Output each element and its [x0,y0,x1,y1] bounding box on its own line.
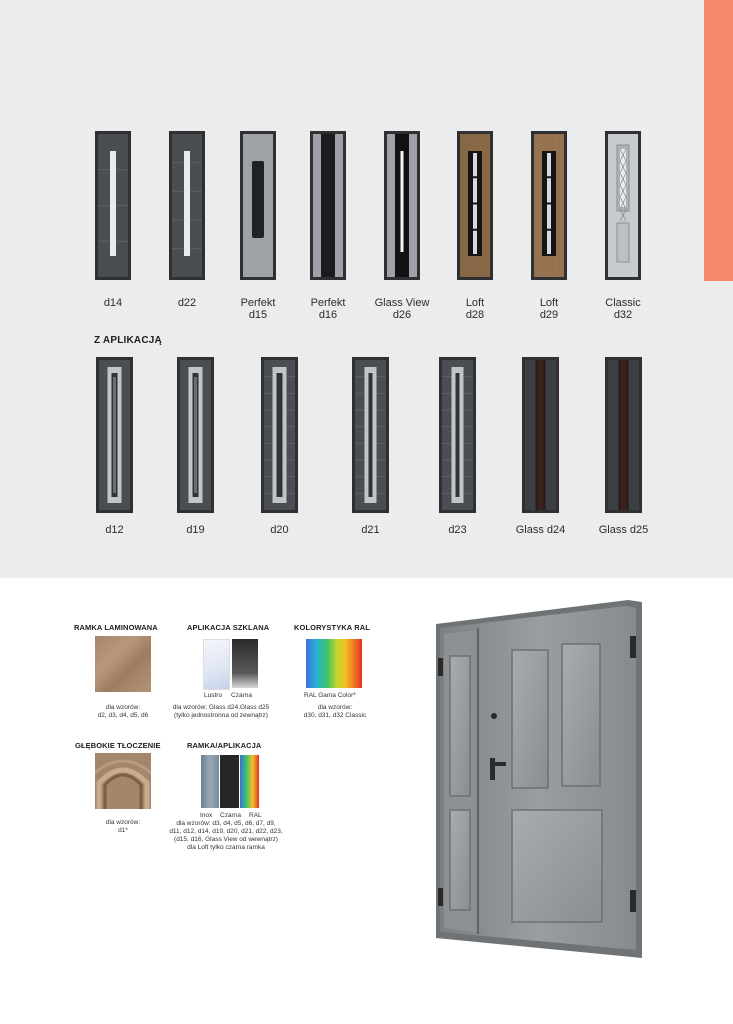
door-panel-d16 [310,131,346,280]
door-panel-d29-drawing [531,131,567,280]
swatch-black-glass [232,639,258,688]
door-caption-d23 [418,524,498,536]
caption-line-1: d20 [270,524,289,536]
door-panel-d28 [457,131,493,280]
legend-title-aplikacja-szklana: APLIKACJA SZKLANA [187,623,270,632]
section-label-z-aplikacja: Z APLIKACJĄ [94,335,162,346]
door-panel-d32 [605,131,641,280]
legend-note-ramka-laminowana [83,704,163,720]
caption-line-2: d29 [539,309,559,321]
swatch-ral-frame [240,755,259,808]
caption-line-1: d14 [103,297,123,309]
door-caption-d21 [331,524,411,536]
door-panel-d14 [95,131,131,280]
door-panel-d12-drawing [96,357,133,513]
note-line: d11, d12, d14, d19, d20, d21, d22, d23, [169,828,283,835]
label-ral-gama: RAL Gama Color* [304,692,356,699]
caption-line-1: d12 [105,524,124,536]
door-panel-d19-drawing [177,357,214,513]
label-czarna: Czarna [231,692,252,699]
legend-note-ramka-aplikacja [166,820,286,852]
caption-line-1: Loft [465,297,485,309]
caption-line-1: Classic [605,297,641,309]
label-czarna-frame: Czarna [220,812,241,819]
door-panel-d29 [531,131,567,280]
door-panel-d19 [177,357,214,513]
caption-line-2: d26 [392,309,412,321]
swatch-black-frame [220,755,239,808]
double-door-illustration [428,598,658,964]
legend-note-glebokie-tloczenie [83,819,163,835]
door-panel-d26 [384,131,420,280]
caption-line-2: d28 [465,309,485,321]
door-panel-d21 [352,357,389,513]
caption-line-2: d32 [613,309,633,321]
note-line: d1* [118,827,128,834]
door-caption-d20 [240,524,320,536]
door-panel-d12 [96,357,133,513]
door-panel-d15-drawing [240,131,276,280]
door-panel-d28-drawing [457,131,493,280]
note-line: dla wzorów; Glass d24,Glass d25 [172,704,270,711]
door-panel-d25-drawing [605,357,642,513]
door-panel-d15 [240,131,276,280]
note-line: (tylko jednostronna od zewnątrz) [174,712,268,719]
door-caption-d19 [156,524,236,536]
door-panel-d22 [169,131,205,280]
door-panel-d20 [261,357,298,513]
door-caption-d32 [583,297,663,321]
caption-line-1: Glass d25 [598,524,649,536]
door-caption-d12 [75,524,155,536]
note-line: dla wzorów: [105,819,141,826]
caption-line-1: Perfekt [310,297,346,309]
note-line: dla wzorów: d3, d4, d5, d6, d7, d9, [176,820,276,827]
door-panel-d25 [605,357,642,513]
label-ral-frame: RAL [249,812,262,819]
legend-title-ramka-laminowana: RAMKA LAMINOWANA [74,623,158,632]
door-panel-d24 [522,357,559,513]
door-panel-d16-drawing [310,131,346,280]
legend-title-kolorystyka-ral: KOLORYSTYKA RAL [294,623,370,632]
note-line: dla wzorów: [105,704,141,711]
note-line: d30, d31, d32 Classic [303,712,367,719]
caption-line-1: Glass d24 [515,524,566,536]
label-lustro: Lustro [204,692,223,699]
door-caption-d29 [509,297,589,321]
note-line: d2, d3, d4, d5, d6 [97,712,149,719]
door-caption-d16 [288,297,368,321]
door-caption-d15 [218,297,298,321]
door-caption-d28 [435,297,515,321]
swatch-laminated-wood [95,636,151,692]
embossing-icon [95,753,151,809]
caption-line-1: d21 [361,524,380,536]
note-line: (d15, d16, Glass View od wewnątrz) [174,836,278,843]
swatch-inox [201,755,219,808]
door-panel-d20-drawing [261,357,298,513]
door-panel-d14-drawing [95,131,131,280]
swatch-ral-spectrum [306,639,362,688]
door-panel-d32-drawing [605,131,641,280]
accent-tab [704,0,733,281]
caption-line-1: d23 [448,524,467,536]
door-caption-d26 [362,297,442,321]
caption-line-2: d16 [318,309,338,321]
door-panel-d24-drawing [522,357,559,513]
door-caption-d25 [584,524,664,536]
door-panel-d23 [439,357,476,513]
legend-title-glebokie-tloczenie: GŁĘBOKIE TŁOCZENIE [75,741,161,750]
note-line: dla Loft tylko czarna ramka [187,844,265,851]
legend-note-aplikacja-szklana [166,704,276,720]
caption-line-1: d22 [177,297,197,309]
legend-note-kolorystyka-ral [295,704,375,720]
door-caption-d14 [73,297,153,309]
caption-line-1: Glass View [374,297,430,309]
door-panel-d22-drawing [169,131,205,280]
door-caption-d22 [147,297,227,309]
swatch-deep-embossing [95,753,151,809]
caption-line-1: Loft [539,297,559,309]
caption-line-1: Perfekt [240,297,276,309]
swatch-mirror-glass [203,639,230,690]
legend-title-ramka-aplikacja: RAMKA/APLIKACJA [187,741,262,750]
door-panel-d23-drawing [439,357,476,513]
door-panel-d21-drawing [352,357,389,513]
caption-line-1: d19 [186,524,205,536]
note-line: dla wzorów: [317,704,353,711]
label-inox: Inox [200,812,213,819]
door-panel-d26-drawing [384,131,420,280]
door-caption-d24 [501,524,581,536]
caption-line-2: d15 [248,309,268,321]
double-door-photo [428,598,658,969]
